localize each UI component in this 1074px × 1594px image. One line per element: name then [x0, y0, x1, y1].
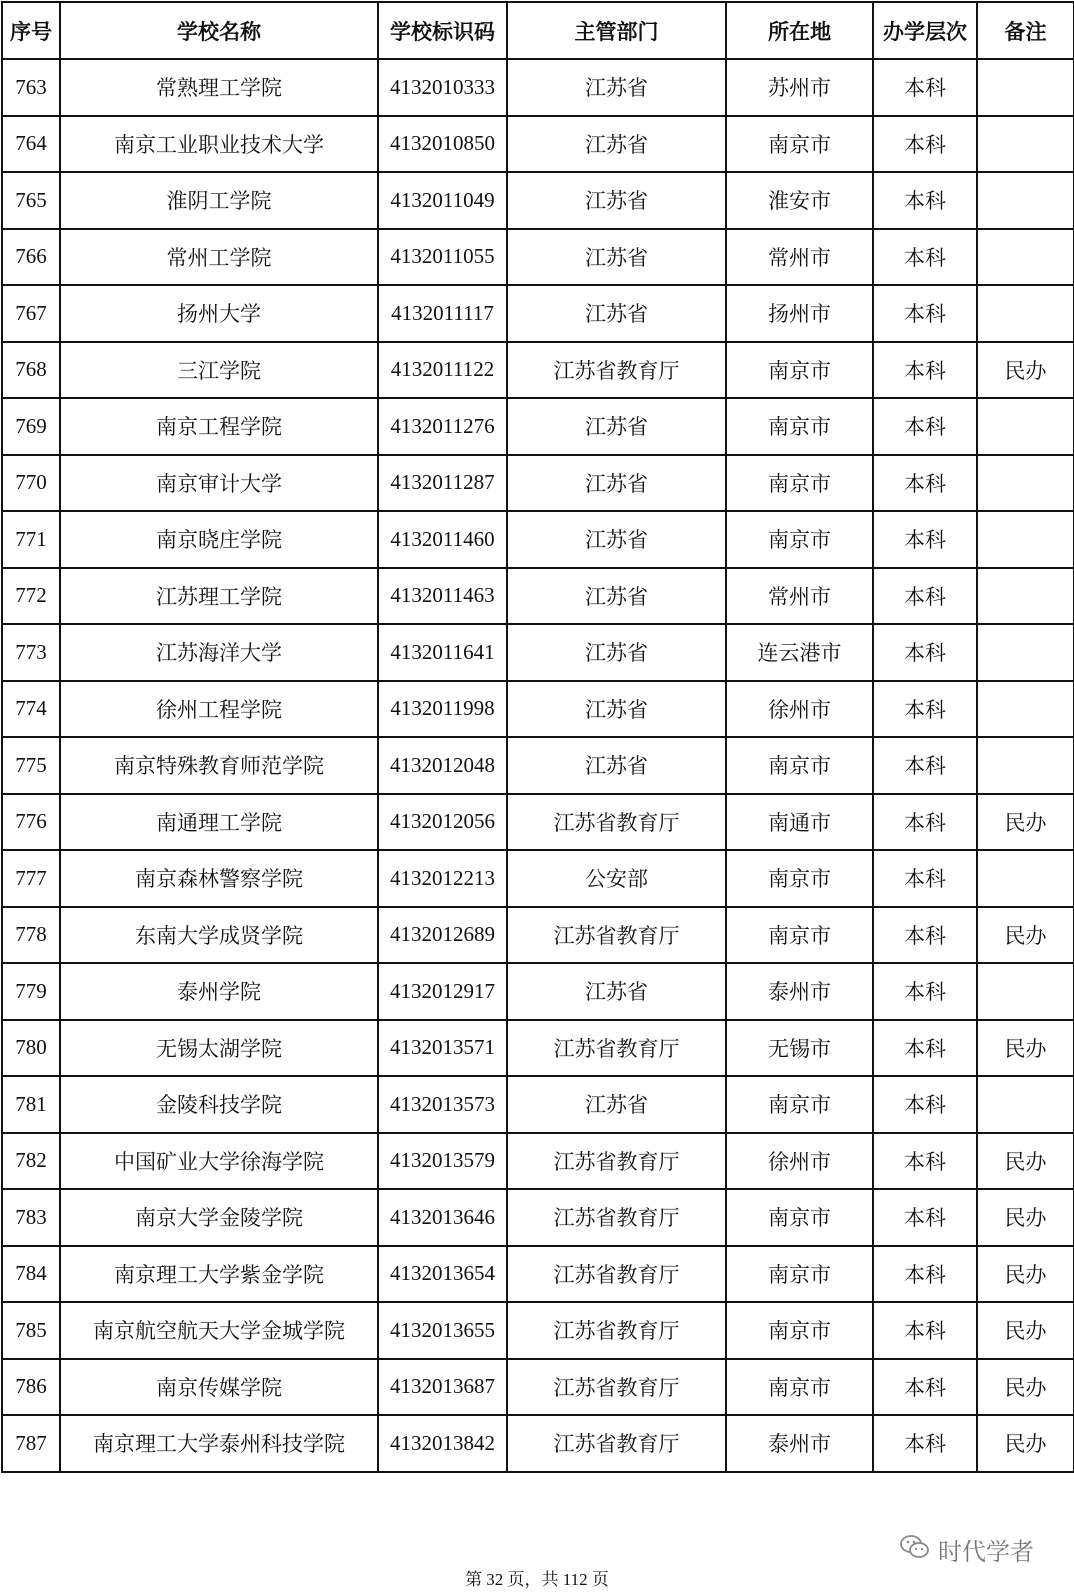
cell-school-name: 南通理工学院 [60, 794, 378, 851]
cell-level: 本科 [873, 1133, 977, 1190]
cell-level: 本科 [873, 907, 977, 964]
cell-index: 766 [2, 229, 60, 286]
cell-index: 786 [2, 1359, 60, 1416]
cell-level: 本科 [873, 1189, 977, 1246]
cell-remark [977, 737, 1074, 794]
cell-department: 江苏省 [507, 229, 726, 286]
cell-index: 770 [2, 455, 60, 512]
cell-school-code: 4132011117 [378, 285, 507, 342]
cell-department: 公安部 [507, 850, 726, 907]
cell-department: 江苏省教育厅 [507, 1133, 726, 1190]
cell-index: 778 [2, 907, 60, 964]
cell-remark: 民办 [977, 1189, 1074, 1246]
cell-department: 江苏省教育厅 [507, 907, 726, 964]
cell-level: 本科 [873, 342, 977, 399]
cell-location: 苏州市 [726, 59, 873, 116]
cell-level: 本科 [873, 455, 977, 512]
cell-remark: 民办 [977, 1020, 1074, 1077]
cell-index: 776 [2, 794, 60, 851]
cell-school-code: 4132013655 [378, 1302, 507, 1359]
table-row [2, 455, 1074, 512]
cell-school-name: 中国矿业大学徐海学院 [60, 1133, 378, 1190]
cell-remark [977, 511, 1074, 568]
table-row [2, 398, 1074, 455]
cell-school-code: 4132013646 [378, 1189, 507, 1246]
table-row [2, 568, 1074, 625]
cell-remark: 民办 [977, 907, 1074, 964]
cell-department: 江苏省 [507, 455, 726, 512]
cell-level: 本科 [873, 59, 977, 116]
watermark-text: 时代学者 [938, 1538, 1034, 1566]
cell-department: 江苏省 [507, 116, 726, 173]
cell-remark [977, 963, 1074, 1020]
cell-school-code: 4132011049 [378, 172, 507, 229]
cell-school-name: 常州工学院 [60, 229, 378, 286]
cell-index: 768 [2, 342, 60, 399]
table-body [2, 59, 1074, 1472]
cell-location: 连云港市 [726, 624, 873, 681]
cell-school-name: 金陵科技学院 [60, 1076, 378, 1133]
cell-index: 784 [2, 1246, 60, 1303]
table-row [2, 737, 1074, 794]
table-row [2, 681, 1074, 738]
cell-remark: 民办 [977, 1133, 1074, 1190]
table-row [2, 59, 1074, 116]
cell-index: 771 [2, 511, 60, 568]
cell-school-code: 4132013654 [378, 1246, 507, 1303]
cell-department: 江苏省 [507, 511, 726, 568]
table-row [2, 850, 1074, 907]
table-row [2, 1359, 1074, 1416]
cell-school-name: 扬州大学 [60, 285, 378, 342]
cell-level: 本科 [873, 398, 977, 455]
cell-location: 南京市 [726, 511, 873, 568]
cell-department: 江苏省教育厅 [507, 1189, 726, 1246]
cell-location: 南京市 [726, 1189, 873, 1246]
cell-remark: 民办 [977, 1246, 1074, 1303]
cell-location: 南京市 [726, 455, 873, 512]
table-row [2, 342, 1074, 399]
cell-location: 南京市 [726, 850, 873, 907]
cell-department: 江苏省 [507, 568, 726, 625]
cell-school-name: 南京工程学院 [60, 398, 378, 455]
cell-school-code: 4132012048 [378, 737, 507, 794]
cell-location: 泰州市 [726, 963, 873, 1020]
table-row [2, 963, 1074, 1020]
cell-school-name: 东南大学成贤学院 [60, 907, 378, 964]
cell-level: 本科 [873, 1020, 977, 1077]
header-school-code: 学校标识码 [378, 2, 507, 59]
cell-remark [977, 59, 1074, 116]
cell-location: 扬州市 [726, 285, 873, 342]
cell-school-code: 4132012213 [378, 850, 507, 907]
cell-index: 780 [2, 1020, 60, 1077]
cell-level: 本科 [873, 568, 977, 625]
cell-school-code: 4132011287 [378, 455, 507, 512]
cell-department: 江苏省 [507, 624, 726, 681]
table-row [2, 1246, 1074, 1303]
cell-school-code: 4132011998 [378, 681, 507, 738]
cell-school-code: 4132013573 [378, 1076, 507, 1133]
cell-school-name: 南京审计大学 [60, 455, 378, 512]
table-row [2, 1133, 1074, 1190]
cell-location: 南京市 [726, 342, 873, 399]
cell-school-code: 4132012689 [378, 907, 507, 964]
cell-department: 江苏省 [507, 1076, 726, 1133]
cell-department: 江苏省 [507, 172, 726, 229]
cell-remark: 民办 [977, 1359, 1074, 1416]
header-remark: 备注 [977, 2, 1074, 59]
cell-school-name: 南京大学金陵学院 [60, 1189, 378, 1246]
table-row [2, 1020, 1074, 1077]
cell-remark [977, 285, 1074, 342]
header-level: 办学层次 [873, 2, 977, 59]
cell-location: 南京市 [726, 116, 873, 173]
cell-location: 常州市 [726, 568, 873, 625]
cell-level: 本科 [873, 1359, 977, 1416]
cell-department: 江苏省教育厅 [507, 342, 726, 399]
table-row [2, 794, 1074, 851]
cell-school-name: 江苏理工学院 [60, 568, 378, 625]
cell-school-code: 4132011463 [378, 568, 507, 625]
cell-remark: 民办 [977, 342, 1074, 399]
cell-index: 767 [2, 285, 60, 342]
page-footer: 第 32 页，共 112 页 [465, 1570, 609, 1589]
cell-school-name: 淮阴工学院 [60, 172, 378, 229]
cell-remark [977, 116, 1074, 173]
cell-remark: 民办 [977, 794, 1074, 851]
header-school-name: 学校名称 [60, 2, 378, 59]
cell-level: 本科 [873, 737, 977, 794]
cell-remark [977, 455, 1074, 512]
cell-remark [977, 398, 1074, 455]
cell-department: 江苏省 [507, 285, 726, 342]
cell-index: 777 [2, 850, 60, 907]
cell-level: 本科 [873, 624, 977, 681]
cell-school-name: 南京传媒学院 [60, 1359, 378, 1416]
cell-level: 本科 [873, 1302, 977, 1359]
cell-school-name: 南京晓庄学院 [60, 511, 378, 568]
table-row [2, 172, 1074, 229]
header-location: 所在地 [726, 2, 873, 59]
cell-school-code: 4132011460 [378, 511, 507, 568]
cell-school-code: 4132011276 [378, 398, 507, 455]
cell-location: 常州市 [726, 229, 873, 286]
table-row [2, 907, 1074, 964]
cell-index: 779 [2, 963, 60, 1020]
cell-level: 本科 [873, 1246, 977, 1303]
cell-level: 本科 [873, 511, 977, 568]
cell-school-code: 4132011641 [378, 624, 507, 681]
cell-school-code: 4132011055 [378, 229, 507, 286]
cell-index: 772 [2, 568, 60, 625]
cell-index: 765 [2, 172, 60, 229]
cell-location: 南京市 [726, 1302, 873, 1359]
cell-school-name: 无锡太湖学院 [60, 1020, 378, 1077]
cell-level: 本科 [873, 681, 977, 738]
header-index: 序号 [2, 2, 60, 59]
table-row [2, 1302, 1074, 1359]
cell-department: 江苏省教育厅 [507, 1020, 726, 1077]
cell-school-code: 4132011122 [378, 342, 507, 399]
cell-location: 南京市 [726, 737, 873, 794]
cell-school-code: 4132013842 [378, 1415, 507, 1472]
cell-department: 江苏省 [507, 737, 726, 794]
table-row [2, 116, 1074, 173]
cell-department: 江苏省 [507, 963, 726, 1020]
cell-location: 无锡市 [726, 1020, 873, 1077]
cell-level: 本科 [873, 794, 977, 851]
cell-index: 781 [2, 1076, 60, 1133]
cell-school-name: 三江学院 [60, 342, 378, 399]
cell-school-code: 4132012917 [378, 963, 507, 1020]
table-row [2, 1076, 1074, 1133]
table-row [2, 511, 1074, 568]
cell-school-name: 南京理工大学紫金学院 [60, 1246, 378, 1303]
cell-remark: 民办 [977, 1415, 1074, 1472]
cell-level: 本科 [873, 116, 977, 173]
cell-location: 南京市 [726, 1359, 873, 1416]
cell-department: 江苏省 [507, 681, 726, 738]
cell-school-name: 南京航空航天大学金城学院 [60, 1302, 378, 1359]
cell-index: 763 [2, 59, 60, 116]
cell-school-code: 4132010333 [378, 59, 507, 116]
cell-department: 江苏省教育厅 [507, 1246, 726, 1303]
cell-department: 江苏省教育厅 [507, 1359, 726, 1416]
cell-school-name: 南京特殊教育师范学院 [60, 737, 378, 794]
cell-remark [977, 1076, 1074, 1133]
cell-index: 774 [2, 681, 60, 738]
cell-level: 本科 [873, 850, 977, 907]
wechat-icon [900, 1534, 930, 1566]
cell-department: 江苏省教育厅 [507, 1302, 726, 1359]
cell-school-code: 4132012056 [378, 794, 507, 851]
cell-department: 江苏省 [507, 59, 726, 116]
cell-index: 764 [2, 116, 60, 173]
cell-school-code: 4132013687 [378, 1359, 507, 1416]
cell-school-code: 4132013579 [378, 1133, 507, 1190]
cell-level: 本科 [873, 963, 977, 1020]
cell-index: 775 [2, 737, 60, 794]
cell-department: 江苏省 [507, 398, 726, 455]
cell-level: 本科 [873, 1076, 977, 1133]
cell-school-name: 南京理工大学泰州科技学院 [60, 1415, 378, 1472]
cell-remark [977, 172, 1074, 229]
cell-remark: 民办 [977, 1302, 1074, 1359]
cell-school-name: 常熟理工学院 [60, 59, 378, 116]
cell-school-code: 4132013571 [378, 1020, 507, 1077]
cell-school-name: 南京森林警察学院 [60, 850, 378, 907]
cell-location: 泰州市 [726, 1415, 873, 1472]
cell-index: 783 [2, 1189, 60, 1246]
table-row [2, 229, 1074, 286]
table-row [2, 1189, 1074, 1246]
cell-school-code: 4132010850 [378, 116, 507, 173]
schools-table [1, 1, 1074, 1473]
cell-index: 773 [2, 624, 60, 681]
cell-index: 787 [2, 1415, 60, 1472]
cell-school-name: 南京工业职业技术大学 [60, 116, 378, 173]
cell-department: 江苏省教育厅 [507, 1415, 726, 1472]
cell-index: 785 [2, 1302, 60, 1359]
header-row [2, 2, 1074, 59]
table-row [2, 285, 1074, 342]
cell-location: 南通市 [726, 794, 873, 851]
cell-location: 徐州市 [726, 1133, 873, 1190]
cell-remark [977, 568, 1074, 625]
cell-index: 769 [2, 398, 60, 455]
cell-remark [977, 850, 1074, 907]
cell-level: 本科 [873, 1415, 977, 1472]
cell-school-name: 泰州学院 [60, 963, 378, 1020]
cell-location: 南京市 [726, 1246, 873, 1303]
cell-remark [977, 681, 1074, 738]
cell-location: 南京市 [726, 1076, 873, 1133]
header-department: 主管部门 [507, 2, 726, 59]
cell-location: 淮安市 [726, 172, 873, 229]
cell-level: 本科 [873, 229, 977, 286]
cell-remark [977, 229, 1074, 286]
cell-level: 本科 [873, 172, 977, 229]
cell-level: 本科 [873, 285, 977, 342]
cell-department: 江苏省教育厅 [507, 794, 726, 851]
cell-location: 南京市 [726, 398, 873, 455]
cell-index: 782 [2, 1133, 60, 1190]
cell-remark [977, 624, 1074, 681]
cell-location: 徐州市 [726, 681, 873, 738]
cell-school-name: 江苏海洋大学 [60, 624, 378, 681]
table-row [2, 1415, 1074, 1472]
cell-location: 南京市 [726, 907, 873, 964]
table-row [2, 624, 1074, 681]
cell-school-name: 徐州工程学院 [60, 681, 378, 738]
watermark [900, 1532, 1034, 1567]
